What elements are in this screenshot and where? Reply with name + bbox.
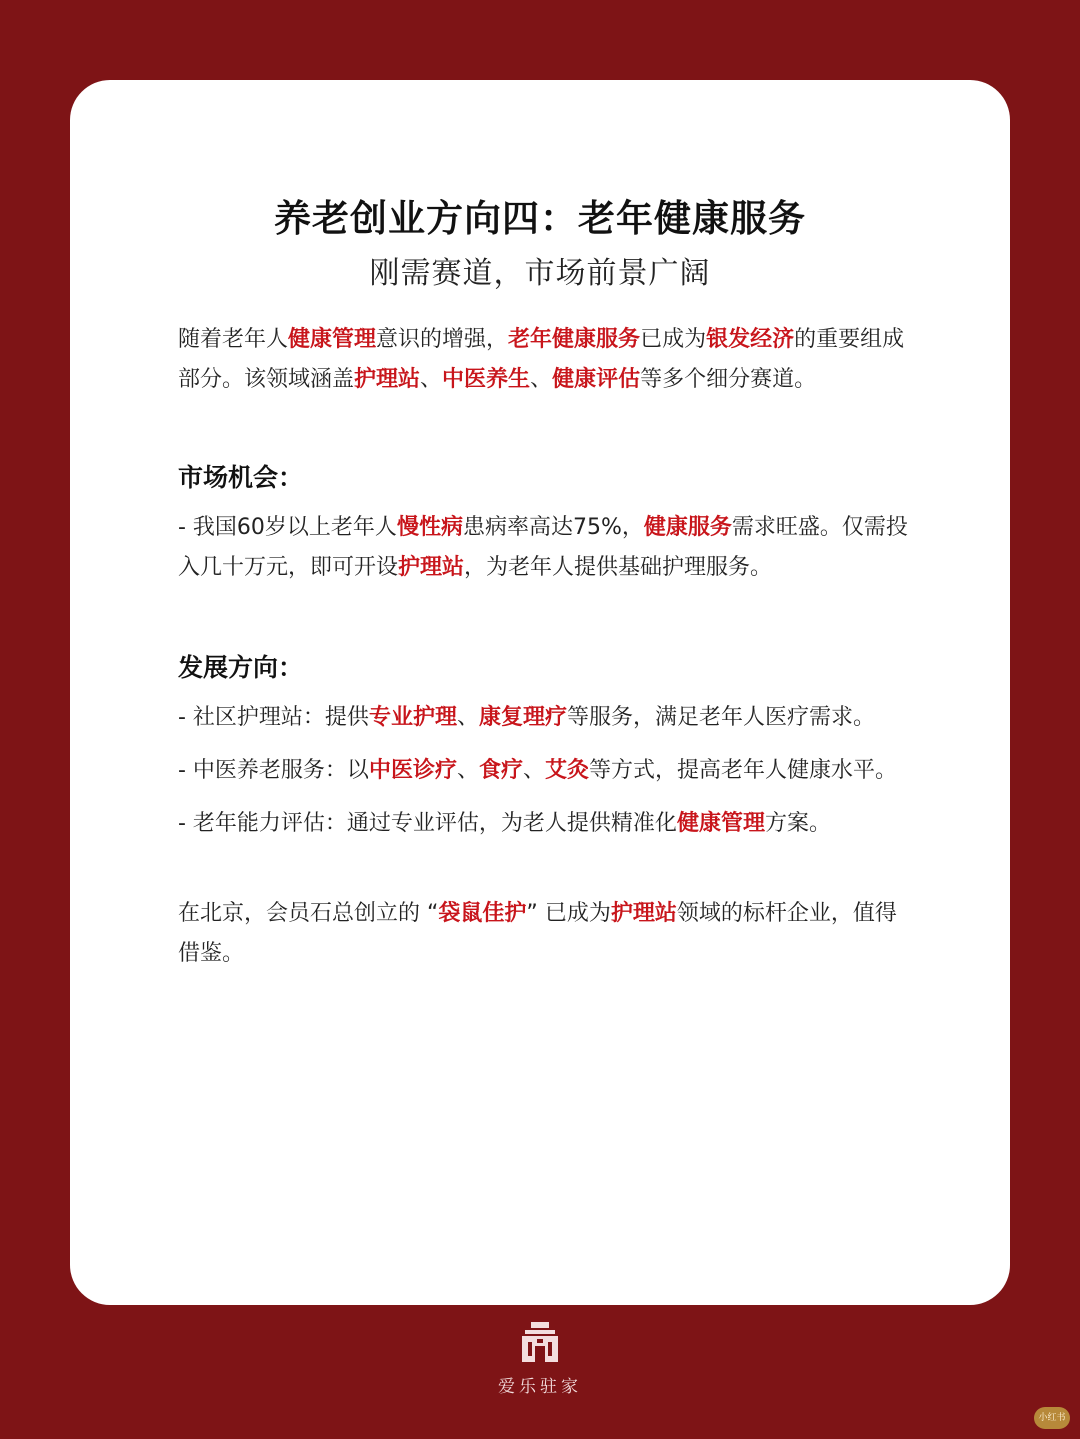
intro-text-7: 等多个细分赛道。 bbox=[640, 367, 817, 392]
item3-text-2: 方案。 bbox=[764, 811, 831, 836]
intro-text-3: 已成为 bbox=[640, 327, 707, 352]
intro-paragraph bbox=[178, 320, 918, 400]
brand-footer bbox=[0, 1320, 1080, 1397]
intro-text-5: 、 bbox=[420, 367, 443, 392]
market-highlight-3: 护理站 bbox=[398, 555, 465, 580]
list-item bbox=[178, 751, 918, 791]
market-text-1: - 我国60岁以上老年人 bbox=[178, 515, 397, 540]
intro-highlight-1: 健康管理 bbox=[288, 327, 377, 352]
item3-highlight-1: 健康管理 bbox=[676, 811, 765, 836]
building-logo-icon bbox=[517, 1320, 563, 1366]
closing-highlight-1: 袋鼠佳护 bbox=[438, 901, 527, 926]
watermark-badge: 小红书 bbox=[1034, 1407, 1070, 1429]
page-title: 养老创业方向四：老年健康服务 bbox=[274, 197, 806, 240]
item1-highlight-1: 专业护理 bbox=[368, 705, 457, 730]
intro-text-2: 意识的增强， bbox=[376, 327, 509, 352]
list-item bbox=[178, 804, 918, 844]
list-item bbox=[178, 698, 918, 738]
closing-text-3: 领域的标杆企业，值得借鉴。 bbox=[178, 901, 897, 966]
item1-text-1: - 社区护理站：提供 bbox=[178, 705, 369, 730]
item3-text-1: - 老年能力评估：通过专业评估，为老人提供精准化 bbox=[178, 811, 677, 836]
intro-highlight-4: 护理站 bbox=[354, 367, 421, 392]
item1-text-2: 、 bbox=[456, 705, 479, 730]
article-body bbox=[178, 320, 918, 974]
item2-highlight-1: 中医诊疗 bbox=[368, 758, 457, 783]
intro-text-4: 的重要组成部分。该领域涵盖 bbox=[178, 327, 905, 392]
closing-highlight-2: 护理站 bbox=[610, 901, 677, 926]
market-heading: 市场机会： bbox=[178, 463, 304, 492]
market-paragraph bbox=[178, 508, 918, 588]
intro-highlight-6: 健康评估 bbox=[552, 367, 641, 392]
item2-text-1: - 中医养老服务：以 bbox=[178, 758, 369, 783]
market-text-3: 需求旺盛。仅需投入几十万元，即可开设 bbox=[178, 515, 908, 580]
closing-text-1: 在北京，会员石总创立的 “ bbox=[178, 901, 439, 926]
item2-text-4: 等方式，提高老年人健康水平。 bbox=[589, 758, 898, 783]
item1-highlight-2: 康复理疗 bbox=[478, 705, 567, 730]
market-text-4: ，为老年人提供基础护理服务。 bbox=[464, 555, 773, 580]
closing-paragraph bbox=[178, 894, 918, 974]
intro-highlight-5: 中医养生 bbox=[442, 367, 531, 392]
intro-highlight-2: 老年健康服务 bbox=[508, 327, 641, 352]
item2-highlight-2: 食疗 bbox=[478, 758, 523, 783]
item1-text-3: 等服务，满足老年人医疗需求。 bbox=[566, 705, 875, 730]
content-card bbox=[70, 80, 1010, 1305]
market-highlight-2: 健康服务 bbox=[643, 515, 732, 540]
intro-text-1: 随着老年人 bbox=[178, 327, 289, 352]
item2-text-3: 、 bbox=[522, 758, 545, 783]
market-text-2: 患病率高达75%， bbox=[462, 515, 644, 540]
market-highlight-1: 慢性病 bbox=[396, 515, 463, 540]
page-subtitle: 刚需赛道，市场前景广阔 bbox=[369, 256, 711, 291]
brand-name: 爱乐驻家 bbox=[498, 1377, 582, 1397]
item2-text-2: 、 bbox=[456, 758, 479, 783]
intro-highlight-3: 银发经济 bbox=[706, 327, 795, 352]
directions-heading: 发展方向： bbox=[178, 653, 304, 682]
intro-text-6: 、 bbox=[530, 367, 553, 392]
closing-text-2: ” 已成为 bbox=[526, 901, 611, 926]
directions-list bbox=[178, 698, 918, 844]
item2-highlight-3: 艾灸 bbox=[545, 758, 590, 783]
